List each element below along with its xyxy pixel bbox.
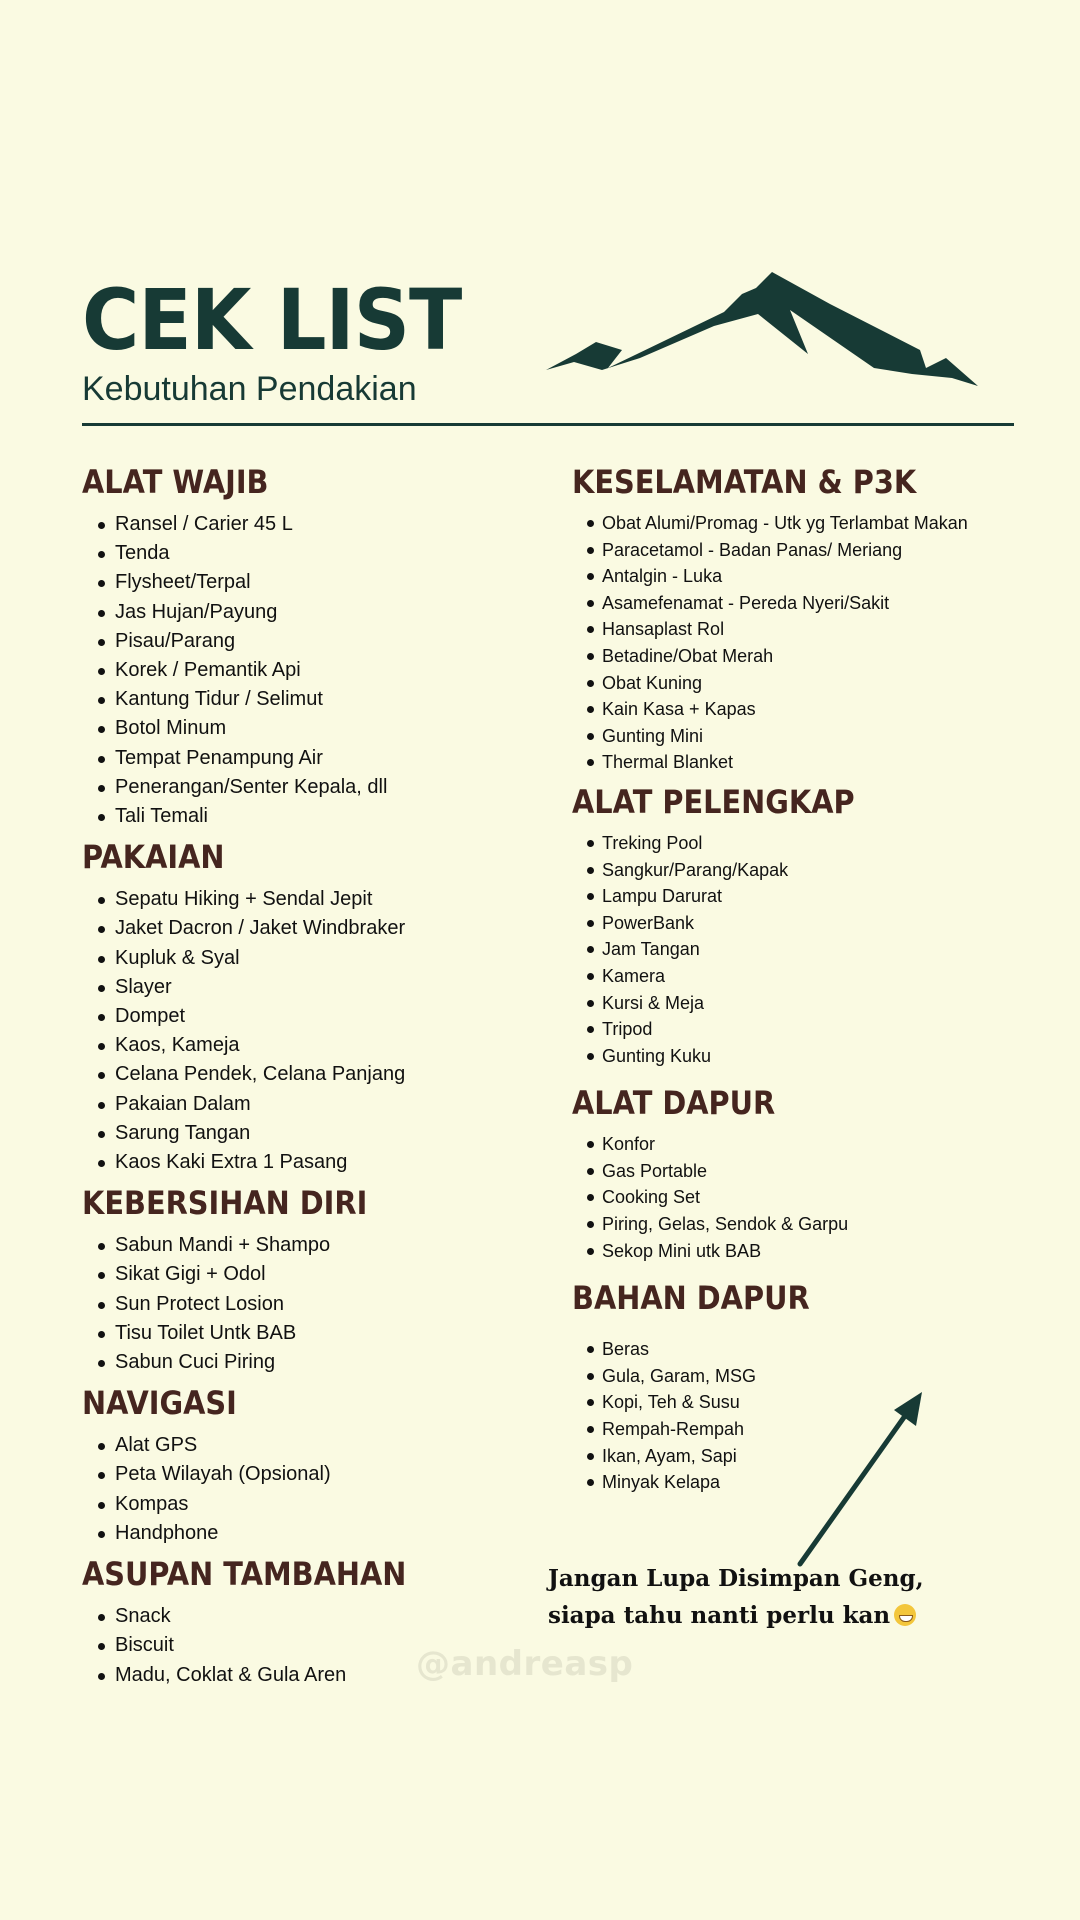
list-item: Korek / Pemantik Api [82,656,552,685]
list-item: Sabun Cuci Piring [82,1348,552,1377]
list-item: Tisu Toilet Untk BAB [82,1319,552,1348]
list-item: Paracetamol - Badan Panas/ Meriang [572,537,1052,564]
list-item: Minyak Kelapa [572,1469,1052,1496]
list-item: Gas Portable [572,1158,1052,1185]
list-item: Kopi, Teh & Susu [572,1389,1052,1416]
list-item: Kupluk & Syal [82,944,552,973]
section-heading: ALAT PELENGKAP [572,782,855,821]
item-list [572,510,1052,776]
list-item: Tempat Penampung Air [82,744,552,773]
item-list [82,510,552,831]
list-item: Madu, Coklat & Gula Aren [82,1661,552,1690]
section-heading: BAHAN DAPUR [572,1279,810,1318]
list-item: Kantung Tidur / Selimut [82,685,552,714]
list-item: Tali Temali [82,802,552,831]
list-item: Sekop Mini utk BAB [572,1238,1052,1265]
list-item: Biscuit [82,1631,552,1660]
list-item: Konfor [572,1131,1052,1158]
list-item: Gunting Kuku [572,1043,1052,1070]
list-item: Kain Kasa + Kapas [572,696,1052,723]
section-heading: ALAT DAPUR [572,1084,776,1123]
list-item: Betadine/Obat Merah [572,643,1052,670]
list-item: Sepatu Hiking + Sendal Jepit [82,885,552,914]
section-kebersihan-diri [82,1184,552,1377]
section-alat-wajib [82,463,552,831]
item-list [82,1231,552,1377]
list-item: Peta Wilayah (Opsional) [82,1460,552,1489]
item-list [572,1131,1052,1264]
section-alat-pelengkap [572,782,1052,1069]
list-item: Dompet [82,1002,552,1031]
list-item: Kompas [82,1490,552,1519]
section-heading: KESELAMATAN & P3K [572,463,917,501]
list-item: Lampu Darurat [572,883,1052,910]
list-item: Jas Hujan/Payung [82,598,552,627]
list-item: Sabun Mandi + Shampo [82,1231,552,1260]
item-list [82,1431,552,1548]
list-item: Ransel / Carier 45 L [82,510,552,539]
list-item: Beras [572,1336,1052,1363]
item-list [572,830,1052,1069]
grinning-face-icon [894,1604,916,1626]
list-item: Piring, Gelas, Sendok & Garpu [572,1211,1052,1238]
page-subtitle: Kebutuhan Pendakian [82,370,417,408]
list-item: Pakaian Dalam [82,1090,552,1119]
section-keselamatan-p3k [572,463,1052,776]
list-item: Penerangan/Senter Kepala, dll [82,773,552,802]
list-item: Obat Alumi/Promag - Utk yg Terlambat Makan [572,510,1052,537]
list-item: Handphone [82,1519,552,1548]
list-item: Pisau/Parang [82,627,552,656]
mountain-icon [546,266,980,392]
section-alat-dapur [572,1084,1052,1264]
list-item: Thermal Blanket [572,749,1052,776]
section-pakaian [82,838,552,1177]
list-item: Alat GPS [82,1431,552,1460]
list-item: Hansaplast Rol [572,616,1052,643]
list-item: Sarung Tangan [82,1119,552,1148]
list-item: Kaos Kaki Extra 1 Pasang [82,1148,552,1177]
note-line-1: Jangan Lupa Disimpan Geng, [548,1565,924,1592]
note-line-2-wrap [548,1597,1018,1634]
list-item: PowerBank [572,910,1052,937]
list-item: Gunting Mini [572,723,1052,750]
left-column [82,463,552,1700]
section-heading: NAVIGASI [82,1384,237,1423]
item-list [82,885,552,1177]
list-item: Obat Kuning [572,670,1052,697]
list-item: Rempah-Rempah [572,1416,1052,1443]
list-item: Kaos, Kameja [82,1031,552,1060]
list-item: Treking Pool [572,830,1052,857]
header-divider [82,423,1014,426]
list-item: Jam Tangan [572,936,1052,963]
list-item: Botol Minum [82,714,552,743]
section-navigasi [82,1384,552,1548]
section-heading: ALAT WAJIB [82,463,269,501]
note-line-2: siapa tahu nanti perlu kan [548,1602,891,1629]
list-item: Sangkur/Parang/Kapak [572,857,1052,884]
section-heading: ASUPAN TAMBAHAN [82,1555,407,1594]
section-heading: KEBERSIHAN DIRI [82,1184,368,1223]
list-item: Kursi & Meja [572,990,1052,1017]
list-item: Antalgin - Luka [572,563,1052,590]
list-item: Tripod [572,1016,1052,1043]
list-item: Jaket Dacron / Jaket Windbraker [82,914,552,943]
arrow-icon [790,1386,930,1570]
reminder-note [548,1560,1018,1634]
list-item: Gula, Garam, MSG [572,1363,1052,1390]
list-item: Celana Pendek, Celana Panjang [82,1060,552,1089]
list-item: Ikan, Ayam, Sapi [572,1443,1052,1470]
list-item: Slayer [82,973,552,1002]
list-item: Flysheet/Terpal [82,568,552,597]
list-item: Asamefenamat - Pereda Nyeri/Sakit [572,590,1052,617]
right-column [572,463,1052,1506]
list-item: Snack [82,1602,552,1631]
list-item: Sun Protect Losion [82,1290,552,1319]
page-title: CEK LIST [82,271,462,369]
list-item: Kamera [572,963,1052,990]
list-item: Tenda [82,539,552,568]
list-item: Sikat Gigi + Odol [82,1260,552,1289]
list-item: Cooking Set [572,1184,1052,1211]
section-heading: PAKAIAN [82,838,225,877]
watermark: @andreasp [416,1644,634,1684]
